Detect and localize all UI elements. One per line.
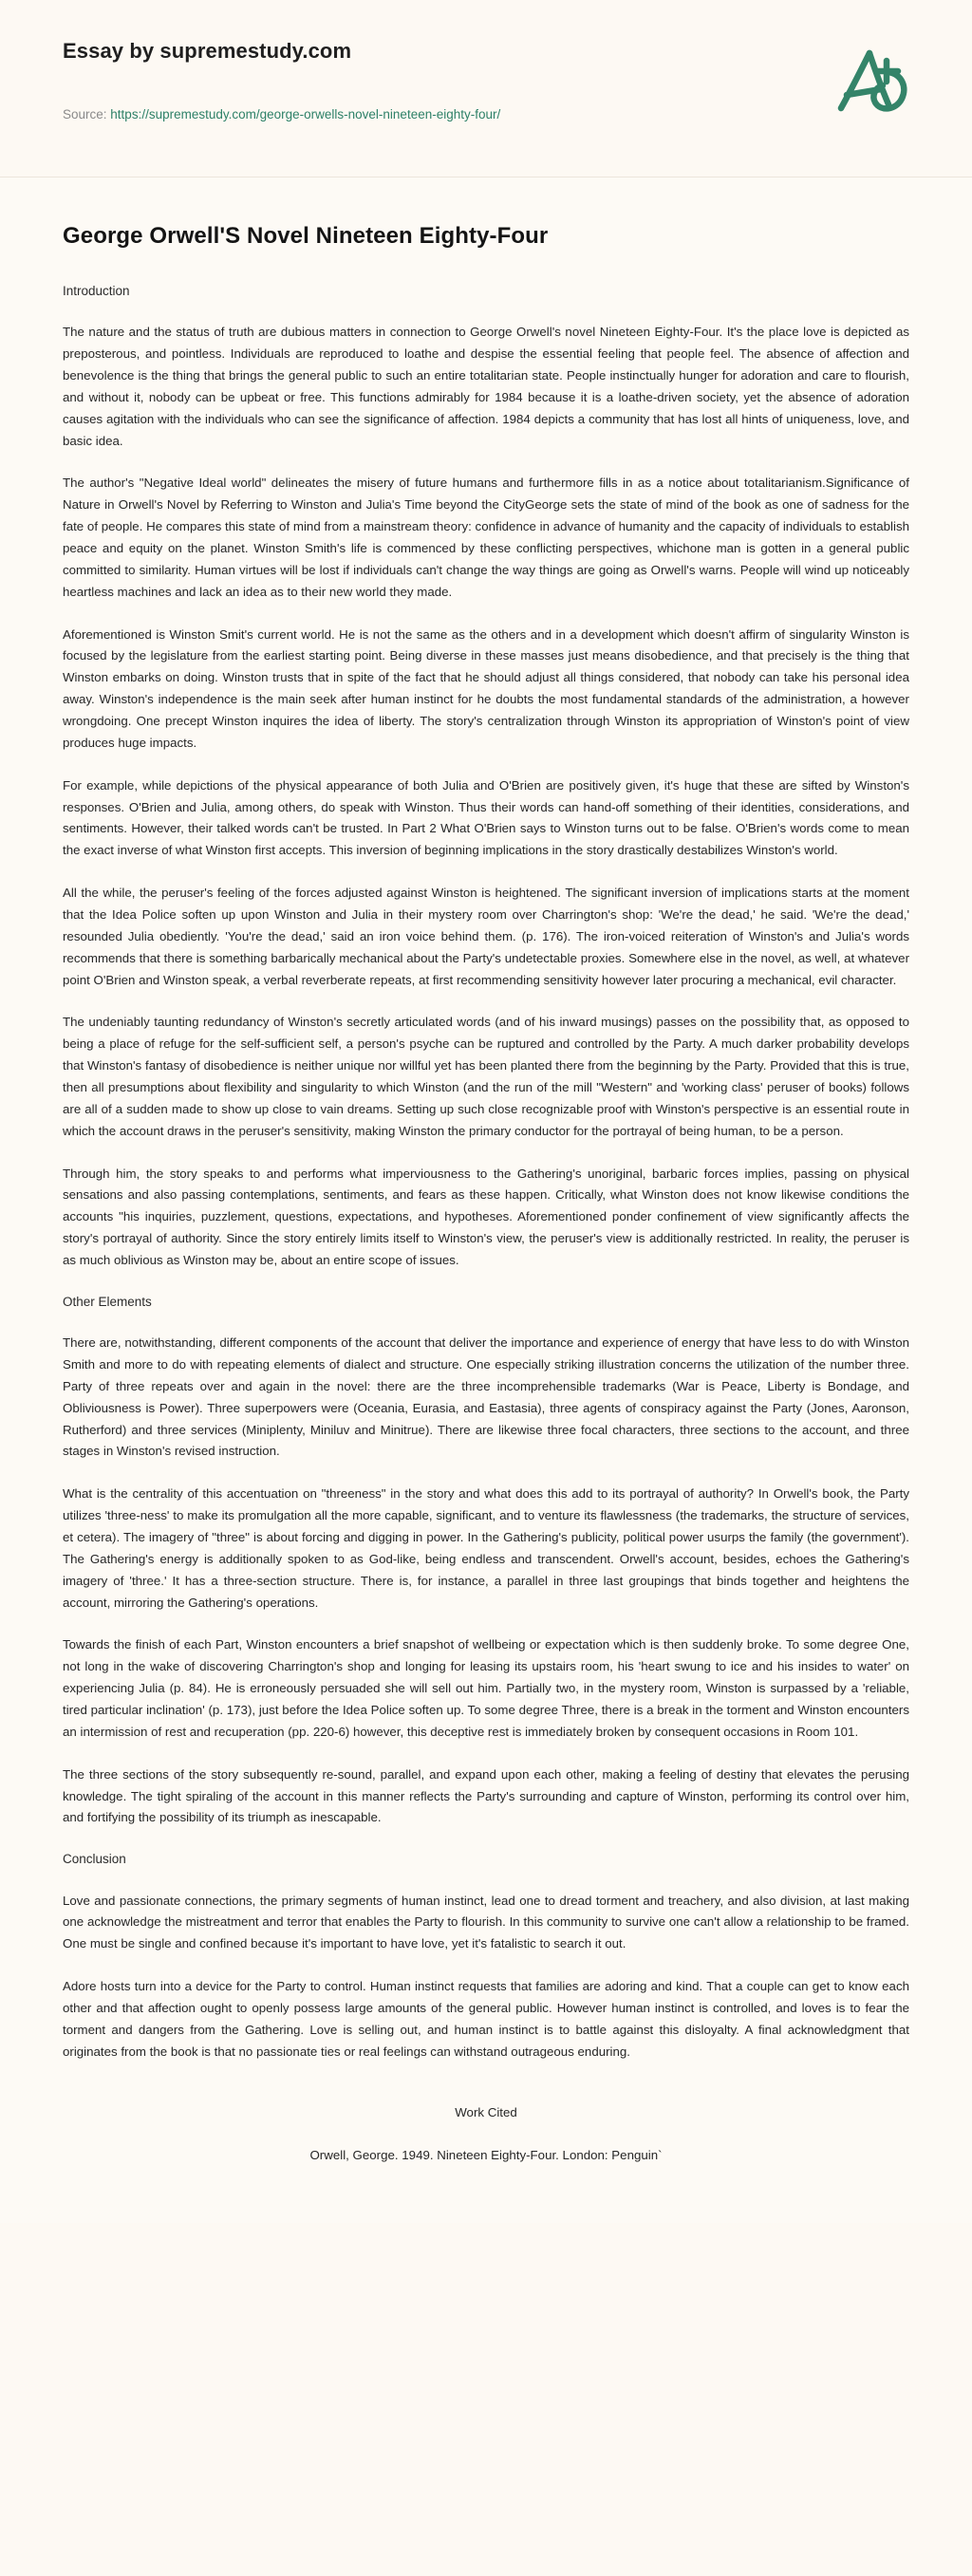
- page-title: George Orwell'S Novel Nineteen Eighty-Four: [63, 223, 549, 249]
- paragraph: All the while, the peruser's feeling of the forces adjusted against Winston is heightened. The significant inversion of implications starts at the moment that the Idea Police soften up upon Winston and Julia in their mystery room over Charrington's shop: 'We're the dead,' he said. 'We're the dead,' resounded Julia obediently. 'You're the dead,' said an iron voice behind them. (p. 176). The iron-voiced reiteration of Winston's and Julia's words recommends that there is something barbarically mechanical about the Party's undetectable proxies. Somewhere else in the novel, as well, at whatever point O'Brien and Winston speak, a verbal reverberate repeats, at first recommending sensitivity however later procuring a mechanical, evil character.: [63, 886, 909, 987]
- section-heading-other-elements: Other Elements: [63, 1294, 152, 1309]
- paragraph: The nature and the status of truth are dubious matters in connection to George Orwell's novel Nineteen Eighty-Four. It's the place love is depicted as preposterous, and pointless. Individuals are reproduced to loathe and despise the essential feeling that people feel. The absence of affection and benevolence is the thing that brings the general public to such an entire totalitarian state. People instinctually hunger for adoration and care to flourish, and without it, nobody can be upbeat or free. This functions admirably for 1984 because it is a loathe-driven society, yet the absence of adoration causes agitation with the individuals who can see the significance of affection. 1984 depicts a community that has lost all hints of uniqueness, love, and basic idea.: [63, 325, 909, 448]
- essay-document: [0, 177, 972, 2223]
- source-label: Source:: [63, 107, 107, 121]
- paragraph: The author's "Negative Ideal world" delineates the misery of future humans and furthermore fills in as a notice about totalitarianism.Significance of Nature in Orwell's Novel by Referring to Winston and Julia's Time beyond the CityGeorge sets the state of mind of the book as one of sadness for the fate of people. He compares this state of mind from a mainstream theory: confidence in advance of humanity and the capacity of individuals to establish peace and equity on the planet. Winston Smith's life is commenced by these conflicting perspectives, whichone man is gotten in a general public committed to similarity. Human virtues will be lost if individuals can't change the way things are going as Orwell's warns. People will wind up noticeably heartless machines and lack an idea as to their new world they made.: [63, 476, 909, 599]
- works-cited-entry: Orwell, George. 1949. Nineteen Eighty-Four. London: Penguin`: [309, 2147, 663, 2162]
- paragraph: The three sections of the story subsequently re-sound, parallel, and expand upon each other, making a feeling of destiny that elevates the perusing knowledge. The tight spiraling of the account in this manner reflects the Party's surrounding and capture of Winston, performing its control over him, and fortifying the possibility of its triumph as inescapable.: [63, 1766, 909, 1825]
- paragraph: The undeniably taunting redundancy of Winston's secretly articulated words (and of his inward musings) passes on the possibility that, as opposed to being a place of refuge for the self-sufficient self, a person's psyche can be ruptured and controlled by the Party. A much darker probability develops that Winston's fantasy of disobedience is neither unique nor willful yet has been planted there from the beginning by the Party. Provided that this is true, then all presumptions about flexibility and singularity to which Winston (and the run of the mill "Western" and 'working class' peruser of books) follows are all of a sudden made to show up close to vain dreams. Setting up such close recognizable proof with Winston's perspective is an essential route in which the account draws in the peruser's sensitivity, making Winston the primary conductor for the portrayal of being human, to be a person.: [63, 1015, 909, 1138]
- paragraph: Towards the finish of each Part, Winston encounters a brief snapshot of wellbeing or expectation which is then suddenly broke. To some degree One, not long in the wake of discovering Charrington's shop and longing for leasing its upstairs room, his 'heart swung to ice and his insides to water' on experiencing Julia (p. 84). He is erroneously persuaded she will sell out him. Partially two, in the mystery room, Winston is surpassed by a 'reliable, tired particular inclination' (p. 173), just before the Idea Police soften up. To some degree Three, there is a break in the torment and Winston encounters an intermission of rest and recuperation (pp. 220-6) however, this deceptive rest is immediately broken by consequent occasions in Room 101.: [63, 1637, 909, 1739]
- source-line: [63, 107, 500, 121]
- paragraph: Aforementioned is Winston Smit's current world. He is not the same as the others and in a development which doesn't affirm of singularity Winston is focused by the legislature from the earliest starting point. Being diverse in these masses just means disobedience, and that precisely is the thing that Winston embarks on doing. Winston trusts that in spite of the fact that he should adjust all things considered, that nobody can take his personal idea away. Winston's independence is the main seek after human instinct for he doubts the most fundamental standards of the administration, a however wrongdoing. One precept Winston inquires the idea of liberty. The story's centralization through Winston its appropriation of Winston's point of view produces huge impacts.: [63, 626, 909, 750]
- section-heading-conclusion: Conclusion: [63, 1852, 126, 1867]
- paragraph: Through him, the story speaks to and performs what imperviousness to the Gathering's unoriginal, barbaric forces implies, passing on physical sensations and also passing contemplations, sentiments, and fears as these happen. Critically, what Winston does not know likewise conditions the accounts "his inquiries, puzzlement, questions, expectations, and hypotheses. Aforementioned ponder confinement of view significantly affects the story's portrayal of authority. Since the story entirely limits itself to Winston's view, the peruser's view is additionally restricted. In reality, the peruser is as much oblivious as Winston may be, about an entire scope of issues.: [63, 1166, 909, 1268]
- paragraph: What is the centrality of this accentuation on "threeness" in the story and what does this add to its portrayal of authority? In Orwell's book, the Party utilizes 'three-ness' to make its promulgation all the more capable, significant, and to venture its flawlessness (the trademarks, the structure of services, et cetera). The imagery of "three" is about forcing and digging in power. In the Gathering's publicity, political power usurps the family (the government'). The Gathering's energy is additionally spoken to as God-like, being endless and transcendent. Orwell's account, besides, echoes the Gathering's imagery of 'three.' It has a three-section structure. There is, for instance, a parallel in three last groupings that binds together and heightens the account, mirroring the Gathering's operations.: [63, 1486, 909, 1610]
- a-plus-logo-icon: [833, 42, 919, 118]
- section-heading-introduction: Introduction: [63, 284, 130, 298]
- source-url-link[interactable]: https://supremestudy.com/george-orwells-novel-nineteen-eighty-four/: [110, 107, 501, 121]
- paragraph: There are, notwithstanding, different components of the account that deliver the importance and experience of energy that have less to do with Winston Smith and more to do with repeating elements of dialect and structure. One especially striking illustration concerns the utilization of the number three. Party of three repeats over and again in the novel: there are the three incomprehensible trademarks (War is Peace, Liberty is Bondage, and Obliviousness is Power). Three superpowers were (Oceania, Eurasia, and Eastasia), three agents of conspiracy against the Party (Jones, Aaronson, Rutherford) and three services (Miniplenty, Miniluv and Minitrue). There are likewise three focal characters, three sections to the account, and three stages in Winston's revised instruction.: [63, 1335, 909, 1459]
- works-cited-heading: Work Cited: [455, 2104, 517, 2119]
- page-header: [0, 0, 972, 177]
- paragraph: For example, while depictions of the physical appearance of both Julia and O'Brien are positively given, it's huge that these are sifted by Winston's responses. O'Brien and Julia, among others, do speak with Winston. Thus their words can hand-off something of their identities, considerations, and sentiments. However, their talked words can't be trusted. In Part 2 What O'Brien says to Winston turns out to be false. O'Brien's words come to mean the exact inverse of what Winston first accepts. This inversion of beginning implications in the story drastically destabilizes Winston's world.: [63, 777, 909, 858]
- brand-title: Essay by supremestudy.com: [63, 39, 352, 63]
- paragraph: Adore hosts turn into a device for the Party to control. Human instinct requests that families are adoring and kind. That a couple can get to know each other and that affection ought to openly possess large amounts of the general public. However human instinct is controlled, and loves is to fear the torment and dangers from the Gathering. Love is selling out, and human instinct is to battle against this disloyalty. A final acknowledgment that originates from the book is that no passionate ties or real feelings can withstand outrageous enduring.: [63, 1979, 909, 2059]
- paragraph: Love and passionate connections, the primary segments of human instinct, lead one to dread torment and treachery, and also division, at last making one acknowledge the mistreatment and terror that enables the Party to flourish. In this community to survive one can't allow a relationship to be framed. One must be single and confined because it's important to have love, yet it's fatalistic to search it out.: [63, 1893, 909, 1951]
